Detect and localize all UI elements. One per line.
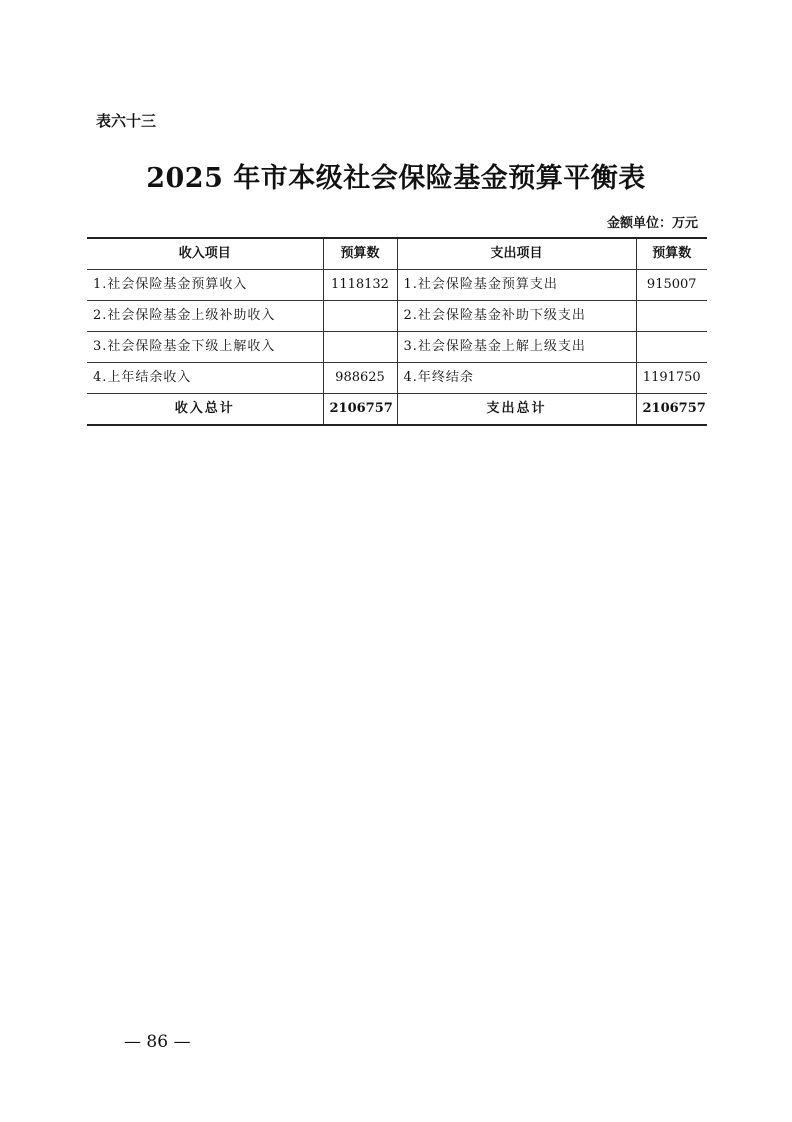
table-row bbox=[87, 270, 707, 301]
expense-item: 1.社会保险基金预算支出 bbox=[397, 270, 636, 301]
budget-balance-table bbox=[87, 237, 707, 426]
expense-item: 3.社会保险基金上解上级支出 bbox=[397, 332, 636, 363]
income-amount bbox=[323, 301, 397, 332]
income-item: 1.社会保险基金预算收入 bbox=[87, 270, 323, 301]
income-amount: 988625 bbox=[323, 363, 397, 394]
expense-total-amount: 2106757 bbox=[636, 394, 707, 426]
column-header-income-amount: 预算数 bbox=[323, 238, 397, 270]
table-row bbox=[87, 363, 707, 394]
income-total-label: 收入总计 bbox=[87, 394, 323, 426]
expense-amount: 1191750 bbox=[636, 363, 707, 394]
income-item: 3.社会保险基金下级上解收入 bbox=[87, 332, 323, 363]
expense-amount: 915007 bbox=[636, 270, 707, 301]
column-header-expense-amount: 预算数 bbox=[636, 238, 707, 270]
expense-total-label: 支出总计 bbox=[397, 394, 636, 426]
expense-amount bbox=[636, 332, 707, 363]
income-item: 2.社会保险基金上级补助收入 bbox=[87, 301, 323, 332]
income-item: 4.上年结余收入 bbox=[87, 363, 323, 394]
table-row bbox=[87, 332, 707, 363]
column-header-expense-item: 支出项目 bbox=[397, 238, 636, 270]
table-header-row bbox=[87, 238, 707, 270]
income-total-amount: 2106757 bbox=[323, 394, 397, 426]
table-row bbox=[87, 301, 707, 332]
expense-item: 2.社会保险基金补助下级支出 bbox=[397, 301, 636, 332]
total-row bbox=[87, 394, 707, 426]
table-label: 表六十三 bbox=[96, 112, 157, 130]
expense-item: 4.年终结余 bbox=[397, 363, 636, 394]
document-title: 2025 年市本级社会保险基金预算平衡表 bbox=[146, 163, 646, 194]
unit-note: 金额单位：万元 bbox=[606, 216, 698, 231]
income-amount: 1118132 bbox=[323, 270, 397, 301]
column-header-income-item: 收入项目 bbox=[87, 238, 323, 270]
expense-amount bbox=[636, 301, 707, 332]
page-number: — 86 — bbox=[124, 1032, 191, 1052]
income-amount bbox=[323, 332, 397, 363]
